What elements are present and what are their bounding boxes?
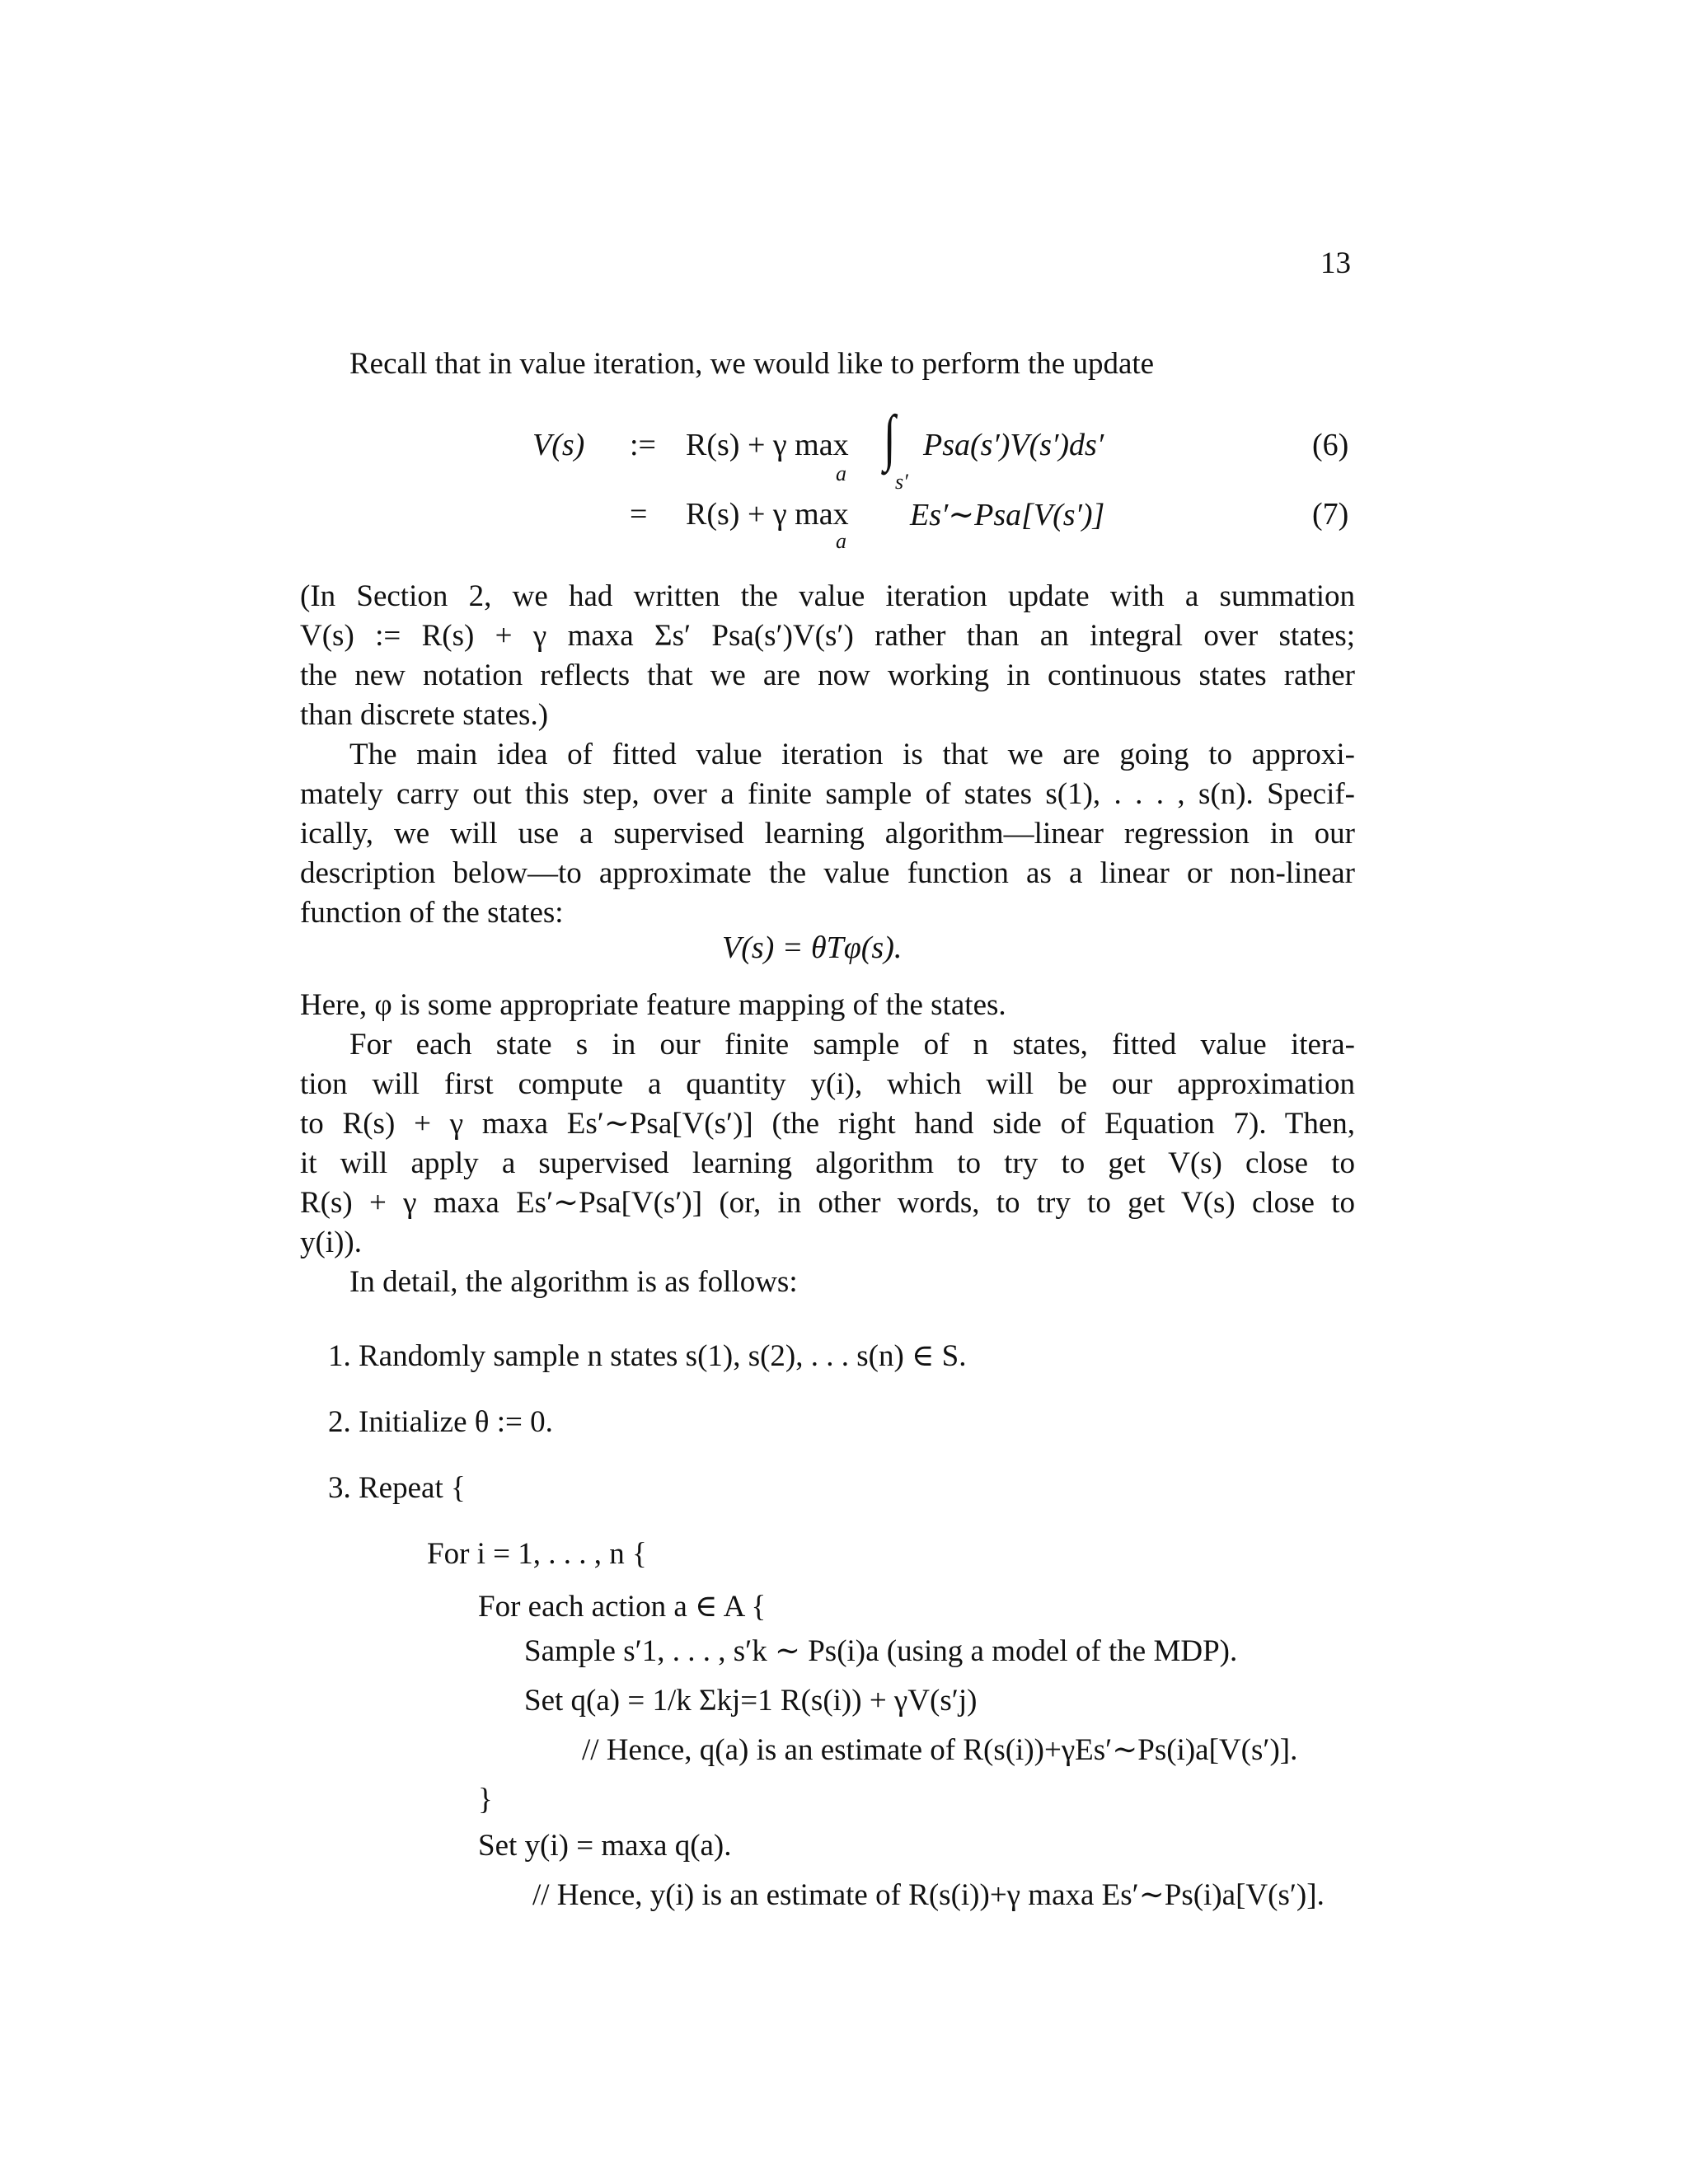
text-line: it will apply a supervised learning algorithm to try to get V(s) close to	[300, 1146, 1355, 1180]
eq7-operator: =	[630, 497, 648, 532]
text-line: the new notation reflects that we are now working in continuous states rather	[300, 658, 1355, 692]
eq7-rhs-end: Es′∼Psa[V(s′)]	[910, 498, 1105, 532]
text-line: description below—to approximate the value function as a linear or non-linear	[300, 856, 1355, 890]
intro-sentence: Recall that in value iteration, we would like to perform the update	[349, 347, 1155, 381]
text-line: For each state s in our finite sample of n states, fitted value itera-	[349, 1028, 1355, 1062]
text-line: y(i)).	[300, 1226, 362, 1259]
text-line: function of the states:	[300, 896, 564, 930]
eq7-rhs-start: R(s) + γ max	[686, 497, 849, 532]
text-line: to R(s) + γ maxa Es′∼Psa[V(s′)] (the right hand side of Equation 7). Then,	[300, 1107, 1355, 1141]
step-3: 3. Repeat {	[328, 1471, 466, 1505]
algo-comment-y: // Hence, y(i) is an estimate of R(s(i))+γ maxa Es′∼Ps(i)a[V(s′)].	[532, 1878, 1325, 1912]
eq7-number: (7)	[1312, 497, 1349, 532]
text-line: ically, we will use a supervised learning algorithm—linear regression in our	[300, 817, 1355, 851]
algo-set-y: Set y(i) = maxa q(a).	[478, 1829, 732, 1863]
algo-set-q: Set q(a) = 1/k Σkj=1 R(s(i)) + γV(s′j)	[524, 1684, 978, 1718]
eq6-number: (6)	[1312, 428, 1349, 462]
eq6-integral-subscript: s′	[895, 470, 908, 494]
paragraph-feature-mapping: Here, φ is some appropriate feature mapping of the states.	[300, 988, 1006, 1022]
paragraph-summation-note	[300, 577, 1355, 735]
algo-close-brace: }	[478, 1783, 493, 1816]
eq6-rhs-end: Psa(s′)V(s′)ds′	[923, 428, 1104, 462]
integral-sign: ∫	[884, 403, 896, 472]
text-line: mately carry out this step, over a finite sample of states s(1), . . . , s(n). Specif-	[300, 777, 1355, 811]
eq7-max-subscript: a	[836, 529, 846, 553]
paragraph-fitted-iteration	[300, 1025, 1355, 1263]
eq6-rhs-start: R(s) + γ max	[686, 428, 849, 462]
eq6-lhs: V(s)	[532, 428, 585, 462]
text-line: (In Section 2, we had written the value iteration update with a summation	[300, 579, 1355, 613]
algo-comment-q: // Hence, q(a) is an estimate of R(s(i))+γEs′∼Ps(i)a[V(s′)].	[582, 1733, 1298, 1767]
eq6-max-subscript: a	[836, 462, 846, 485]
paragraph-algorithm-intro: In detail, the algorithm is as follows:	[349, 1265, 798, 1299]
algo-for-action: For each action a ∈ A {	[478, 1590, 767, 1624]
algo-sample: Sample s′1, . . . , s′k ∼ Ps(i)a (using a model of the MDP).	[524, 1634, 1238, 1668]
text-line: V(s) := R(s) + γ maxa Σs′ Psa(s′)V(s′) rather than an integral over states;	[300, 619, 1355, 653]
text-line: than discrete states.)	[300, 698, 549, 732]
eq6-operator: :=	[630, 428, 656, 462]
text-line: tion will first compute a quantity y(i), which will be our approximation	[300, 1067, 1355, 1101]
step-1: 1. Randomly sample n states s(1), s(2), . . . s(n) ∈ S.	[328, 1339, 967, 1373]
text-line: The main idea of fitted value iteration is that we are going to approxi-	[349, 738, 1355, 771]
step-2: 2. Initialize θ := 0.	[328, 1405, 553, 1439]
text-line: R(s) + γ maxa Es′∼Psa[V(s′)] (or, in other words, to try to get V(s) close to	[300, 1186, 1355, 1220]
page-number: 13	[1320, 246, 1351, 280]
algo-for-i: For i = 1, . . . , n {	[427, 1537, 647, 1571]
equation-linear-value: V(s) = θTφ(s).	[722, 930, 903, 965]
paragraph-main-idea	[300, 735, 1355, 933]
